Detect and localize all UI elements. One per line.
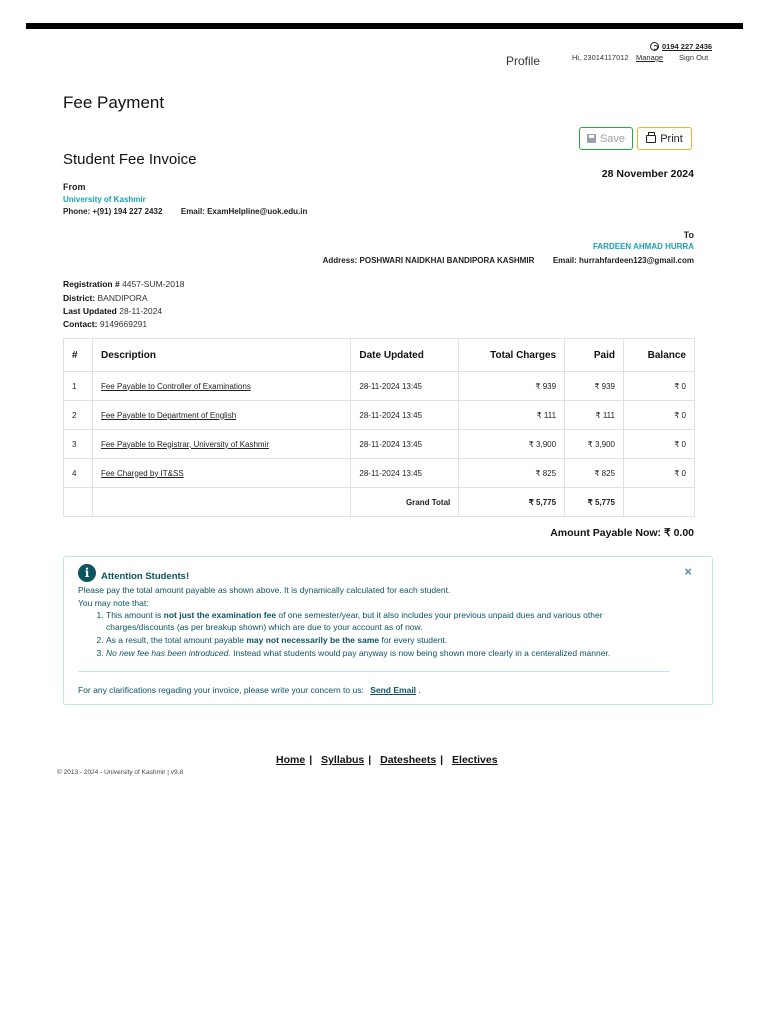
table-row bbox=[64, 401, 695, 430]
col-header-balance: Balance bbox=[624, 339, 695, 372]
row-total: ₹ 3,900 bbox=[459, 430, 565, 459]
row-total: ₹ 825 bbox=[459, 459, 565, 488]
fee-link[interactable]: Fee Payable to Department of English bbox=[100, 410, 237, 420]
fee-table bbox=[63, 338, 695, 517]
phone-link[interactable]: 0194 227 2436 bbox=[662, 42, 713, 51]
whatsapp-icon bbox=[650, 42, 659, 51]
notice-item bbox=[106, 634, 666, 646]
row-total: ₹ 111 bbox=[459, 401, 565, 430]
empty-cell bbox=[92, 488, 350, 517]
row-description bbox=[92, 372, 350, 401]
item-text: for every student. bbox=[379, 635, 448, 645]
row-balance: ₹ 0 bbox=[624, 430, 695, 459]
from-email: Email: ExamHelpline@uok.edu.in bbox=[180, 207, 308, 216]
grand-total-label: Grand Total bbox=[351, 488, 459, 517]
item-italic: No new fee has been introduced. bbox=[106, 648, 231, 658]
grand-total-row bbox=[64, 488, 695, 517]
notice-heading: Attention Students! bbox=[101, 571, 190, 582]
item-text: This amount is bbox=[106, 610, 164, 620]
contact-label: Contact: bbox=[63, 319, 98, 329]
row-num: 2 bbox=[64, 401, 93, 430]
table-row bbox=[64, 372, 695, 401]
row-balance: ₹ 0 bbox=[624, 459, 695, 488]
row-num: 1 bbox=[64, 372, 93, 401]
col-header-paid: Paid bbox=[565, 339, 624, 372]
footer-link-home[interactable]: Home bbox=[276, 754, 306, 766]
row-paid: ₹ 939 bbox=[565, 372, 624, 401]
clarification-text: For any clarifications regading your invoice, please write your concern to us: bbox=[78, 685, 364, 695]
item-text: As a result, the total amount payable bbox=[106, 635, 247, 645]
row-paid: ₹ 111 bbox=[565, 401, 624, 430]
footer-link-electives[interactable]: Electives bbox=[452, 754, 498, 766]
from-phone: Phone: +(91) 194 227 2432 bbox=[63, 207, 163, 216]
sign-out-link[interactable]: Sign Out bbox=[679, 53, 709, 62]
to-email: Email: hurrahfardeen123@gmail.com bbox=[552, 256, 694, 265]
fee-link[interactable]: Fee Charged by IT&SS bbox=[100, 468, 184, 478]
row-paid: ₹ 825 bbox=[565, 459, 624, 488]
from-contact bbox=[63, 207, 307, 216]
col-header-total: Total Charges bbox=[459, 339, 565, 372]
to-label: To bbox=[683, 230, 694, 240]
attention-notice bbox=[63, 556, 713, 705]
row-date: 28-11-2024 13:45 bbox=[351, 459, 459, 488]
contact-value: 9149669291 bbox=[99, 319, 148, 329]
district bbox=[63, 293, 148, 303]
empty-cell bbox=[64, 488, 93, 517]
notice-intro: Please pay the total amount payable as shown above. It is dynamically calculated for each student. bbox=[78, 585, 451, 595]
save-label: Save bbox=[599, 132, 626, 145]
grand-paid-value: ₹ 5,775 bbox=[565, 488, 624, 517]
invoice-date: 28 November 2024 bbox=[601, 168, 694, 180]
to-name: FARDEEN AHMAD HURRA bbox=[592, 242, 694, 251]
table-row bbox=[64, 430, 695, 459]
notice-clarification bbox=[78, 685, 421, 695]
from-name: University of Kashmir bbox=[63, 195, 146, 204]
row-description bbox=[92, 459, 350, 488]
row-date: 28-11-2024 13:45 bbox=[351, 372, 459, 401]
updated-label: Last Updated bbox=[63, 306, 117, 316]
empty-cell bbox=[624, 488, 695, 517]
row-balance: ₹ 0 bbox=[624, 372, 695, 401]
district-label: District: bbox=[63, 293, 96, 303]
row-date: 28-11-2024 13:45 bbox=[351, 401, 459, 430]
row-description bbox=[92, 401, 350, 430]
to-contact bbox=[323, 256, 694, 265]
amount-payable: Amount Payable Now: ₹ 0.00 bbox=[550, 527, 694, 539]
registration-number bbox=[63, 279, 184, 289]
top-bar bbox=[26, 23, 743, 29]
row-num: 4 bbox=[64, 459, 93, 488]
col-header-date: Date Updated bbox=[351, 339, 459, 372]
trailing-text: . bbox=[416, 685, 421, 695]
close-icon[interactable]: × bbox=[684, 564, 692, 579]
table-header-row bbox=[64, 339, 695, 372]
grand-total-value: ₹ 5,775 bbox=[459, 488, 565, 517]
updated-value: 28-11-2024 bbox=[119, 306, 163, 316]
manage-link[interactable]: Manage bbox=[636, 53, 664, 62]
notice-item bbox=[106, 609, 666, 633]
save-button[interactable] bbox=[579, 127, 633, 150]
row-balance: ₹ 0 bbox=[624, 401, 695, 430]
printer-icon bbox=[646, 135, 656, 143]
registration-value: 4457-SUM-2018 bbox=[122, 279, 185, 289]
notice-list bbox=[94, 609, 666, 660]
floppy-disk-icon bbox=[587, 134, 596, 143]
table-row bbox=[64, 459, 695, 488]
item-bold: not just the examination fee bbox=[163, 610, 277, 620]
col-header-description: Description bbox=[92, 339, 350, 372]
from-label: From bbox=[63, 182, 86, 192]
row-total: ₹ 939 bbox=[459, 372, 565, 401]
row-date: 28-11-2024 13:45 bbox=[351, 430, 459, 459]
item-text: of one semester/year, but it also includes your previous unpaid dues and various other charges/discounts (as per breakup shown) which are due to your account as of now. bbox=[106, 610, 603, 632]
user-greeting: Hi, 23014117012 bbox=[572, 53, 629, 62]
print-button[interactable] bbox=[637, 127, 692, 150]
notice-item bbox=[106, 647, 666, 659]
row-num: 3 bbox=[64, 430, 93, 459]
col-header-num: # bbox=[64, 339, 93, 372]
item-text: Instead what students would pay anyway is now being shown more clearly in a centeralized manner. bbox=[230, 648, 611, 658]
helpline-phone[interactable] bbox=[650, 42, 712, 51]
invoice-title: Student Fee Invoice bbox=[63, 151, 197, 168]
notice-note-label: You may note that: bbox=[78, 598, 149, 608]
item-bold: may not necessarily be the same bbox=[246, 635, 380, 645]
info-icon: i bbox=[78, 564, 96, 582]
to-address: Address: POSHWARI NAIDKHAI BANDIPORA KASHMIR bbox=[322, 256, 535, 265]
notice-divider bbox=[78, 671, 670, 672]
copyright: © 2013 - 2024 - University of Kashmir | v9.8 bbox=[57, 769, 184, 776]
row-paid: ₹ 3,900 bbox=[565, 430, 624, 459]
last-updated bbox=[63, 306, 162, 316]
row-description bbox=[92, 430, 350, 459]
registration-label: Registration # bbox=[63, 279, 120, 289]
footer-link-datesheets[interactable]: Datesheets bbox=[380, 754, 437, 766]
send-email-link[interactable]: Send Email bbox=[370, 685, 417, 695]
profile-link[interactable]: Profile bbox=[506, 54, 541, 68]
fee-link[interactable]: Fee Payable to Registrar, University of Kashmir bbox=[100, 439, 270, 449]
footer-nav: Home | Syllabus | Datesheets | Electives bbox=[276, 754, 498, 766]
contact bbox=[63, 319, 147, 329]
footer-link-syllabus[interactable]: Syllabus bbox=[321, 754, 365, 766]
page-title: Fee Payment bbox=[63, 93, 165, 112]
fee-link[interactable]: Fee Payable to Controller of Examinations bbox=[100, 381, 251, 391]
print-label: Print bbox=[660, 132, 683, 145]
district-value: BANDIPORA bbox=[97, 293, 148, 303]
